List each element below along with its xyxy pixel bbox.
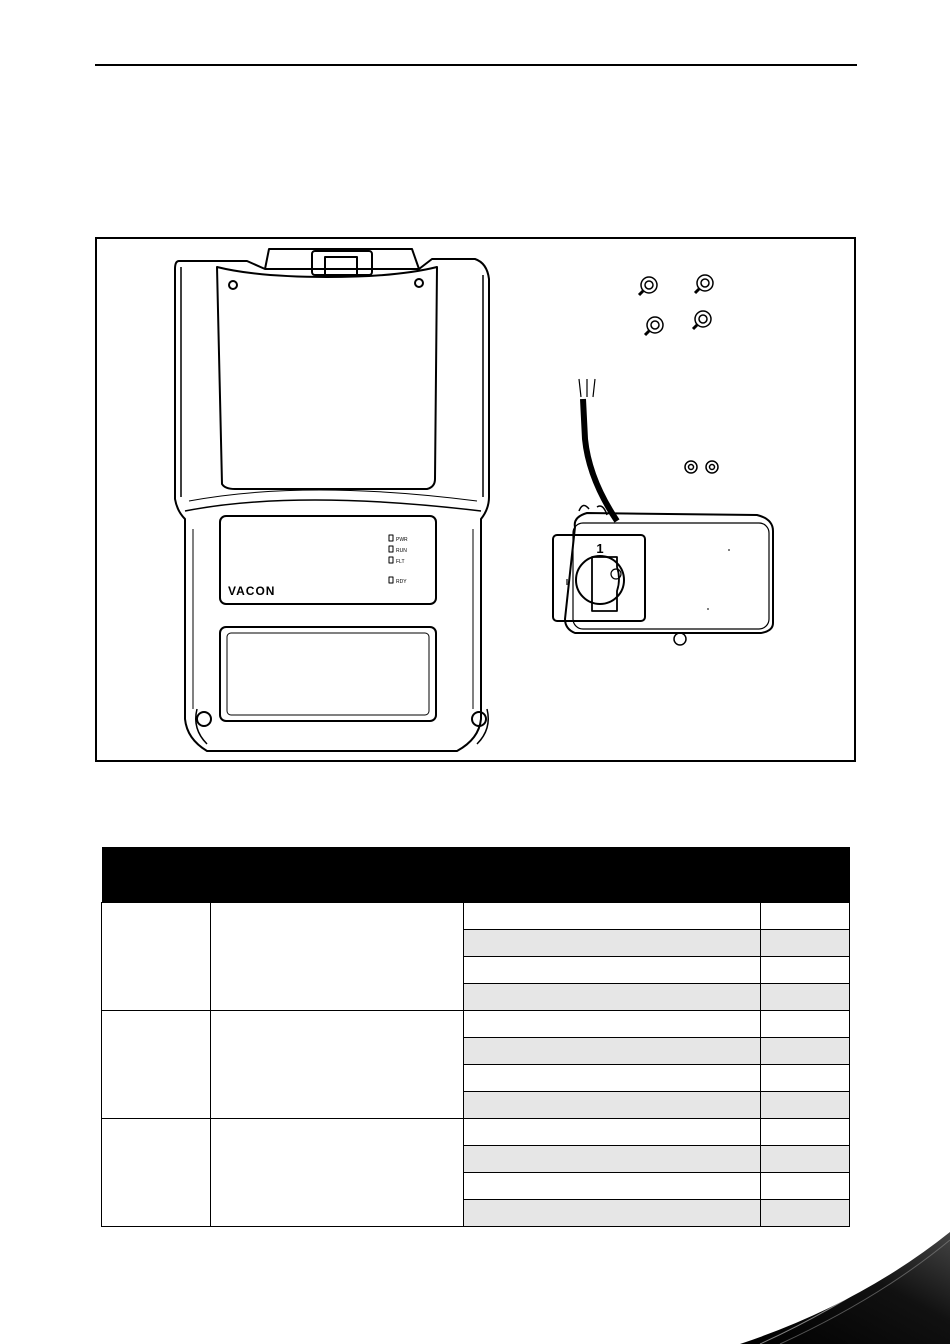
table-cell: [464, 930, 761, 957]
figure-frame: [95, 237, 856, 762]
table-cell: [761, 1038, 850, 1065]
pwr-led-icon: [389, 535, 393, 541]
table-cell: [464, 1038, 761, 1065]
table-cell: [761, 1146, 850, 1173]
switch-position-label: 1: [596, 541, 604, 556]
group-cell: [102, 903, 211, 1011]
nut-set: [685, 461, 718, 473]
table-cell: [464, 957, 761, 984]
table-cell: [761, 984, 850, 1011]
indicator-label-rdy: RDY: [396, 579, 407, 585]
table-cell: [761, 1173, 850, 1200]
table-cell: [761, 1065, 850, 1092]
table-cell: [464, 1200, 761, 1227]
table-cell: [464, 1011, 761, 1038]
brand-logo: VACON: [228, 584, 276, 598]
header-cell: [211, 847, 464, 903]
flt-led-icon: [389, 557, 393, 563]
table-cell: [464, 984, 761, 1011]
table-cell: [761, 957, 850, 984]
table-cell: [761, 930, 850, 957]
table-cell: [464, 1119, 761, 1146]
parts-table: [101, 847, 849, 1227]
table-cell: [761, 1011, 850, 1038]
group-cell: [211, 903, 464, 1011]
corner-swoosh-graphic: [740, 1214, 950, 1344]
screw-set: [639, 275, 713, 335]
table-header-row: [102, 847, 850, 903]
rdy-led-icon: [389, 577, 393, 583]
indicator-label-run: RUN: [396, 548, 407, 554]
main-switch-module: [553, 505, 773, 645]
group-cell: [102, 1119, 211, 1227]
table-cell: [464, 1146, 761, 1173]
table-cell: [464, 1173, 761, 1200]
table-cell: [464, 1092, 761, 1119]
indicator-label-pwr: PWR: [396, 537, 408, 543]
group-cell: [211, 1011, 464, 1119]
table-row: [102, 903, 850, 930]
header-cell: [102, 847, 211, 903]
cable: [579, 379, 617, 521]
table-cell: [761, 903, 850, 930]
table-cell: [464, 1065, 761, 1092]
table-row: [102, 1119, 850, 1146]
indicator-label-flt: FLT: [396, 559, 405, 565]
table-cell: [761, 1119, 850, 1146]
table-cell: [464, 903, 761, 930]
group-cell: [102, 1011, 211, 1119]
top-rule: [95, 64, 857, 66]
header-cell: [464, 847, 761, 903]
table-cell: [761, 1092, 850, 1119]
table-row: [102, 1011, 850, 1038]
run-led-icon: [389, 546, 393, 552]
header-cell: [761, 847, 850, 903]
group-cell: [211, 1119, 464, 1227]
assembly-drawing: [97, 239, 854, 760]
drive-unit: [175, 249, 489, 751]
